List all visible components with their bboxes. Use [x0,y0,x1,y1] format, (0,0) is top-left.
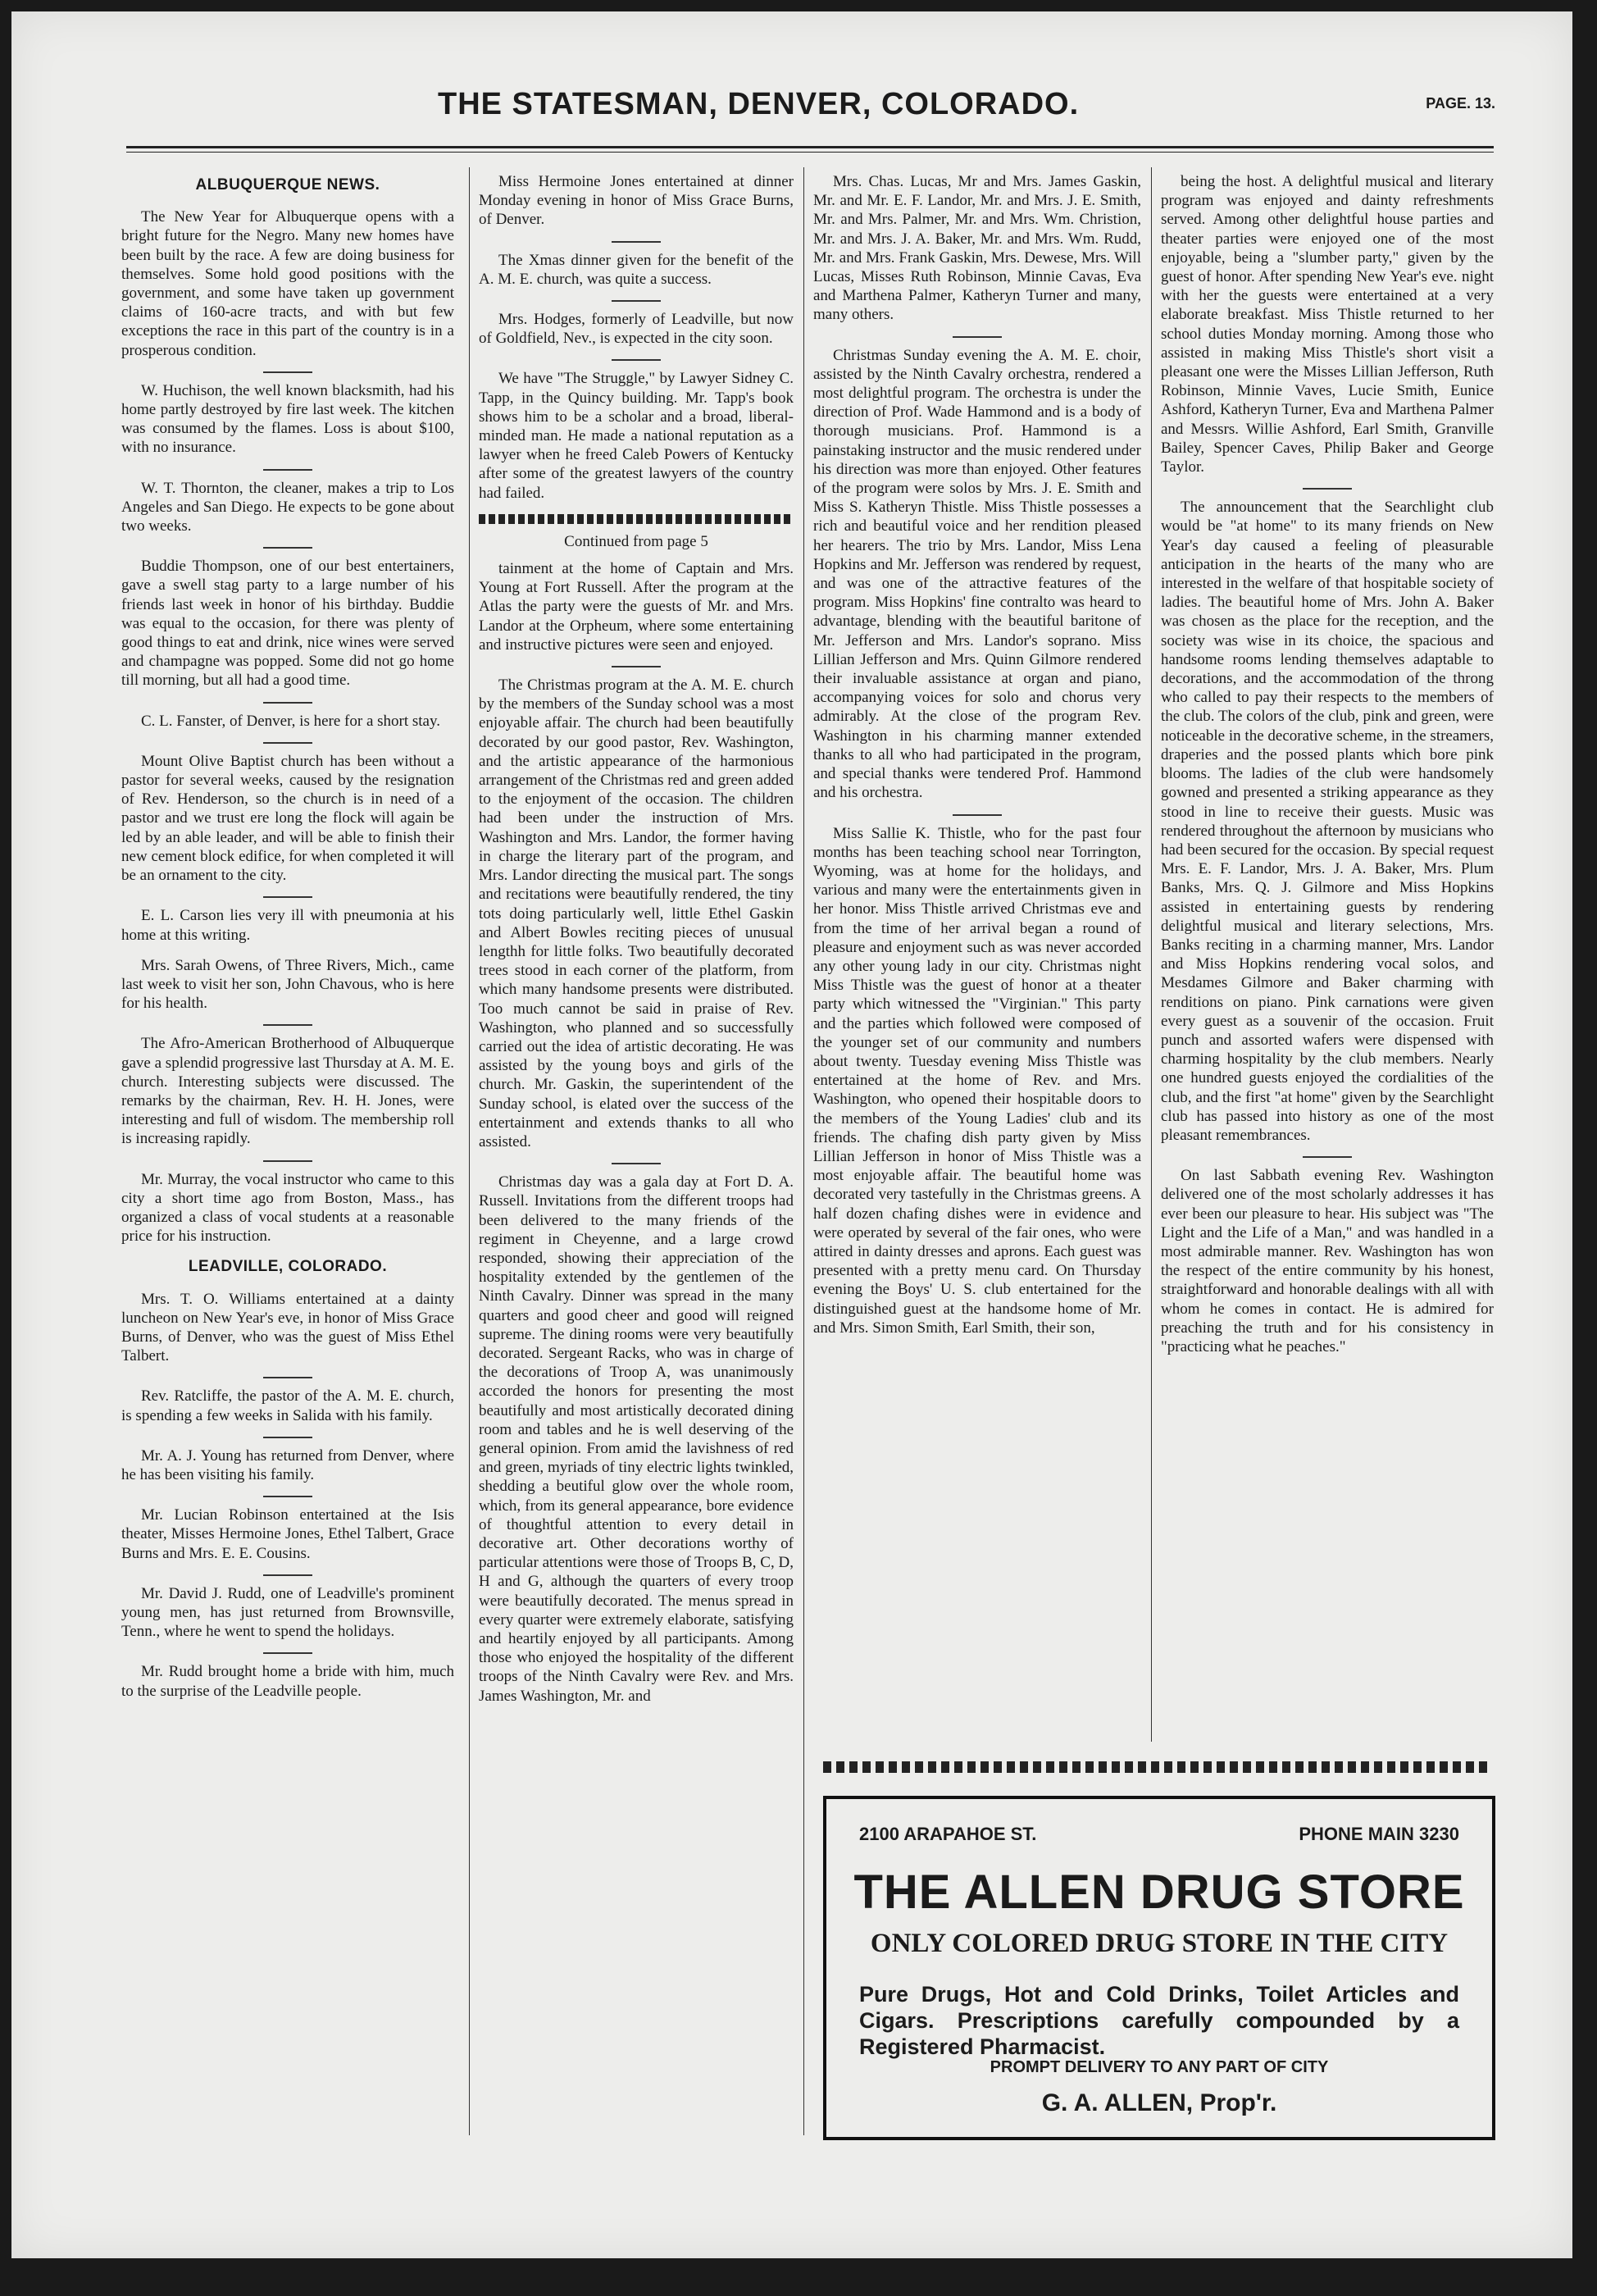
ad-store-name: THE ALLEN DRUG STORE [853,1866,1465,1919]
separator [263,896,312,898]
separator [263,1377,312,1378]
article: The Christmas program at the A. M. E. church by the members of the Sunday school was a most enjoyable affair. The church had been beautifully decorated by our good pastor, Rev. Washington, and the artistic appearance of the harmonious arrangement of the Christmas red and green added to the enjoyment of the occasion. The children had been under the instruction of Mrs. Washington and Mrs. Landor, the former having in charge the literary part of the program, and Mrs. Landor directing the musical part. The songs and recitations were beautifully rendered, the tiny tots doing particularly well, little Ethel Gaskin and Albert Bowles reciting pieces of unusual lengthh for little folks. Two beautifully decorated trees stood in each corner of the platform, from which many handsome presents were distributed. Too much cannot be said in praise of Rev. Washington, who planned and so successfully carried out the idea of artistic decorating. He was assisted by the young boys and girls of the church. Mr. Gaskin, the superintendent of the Sunday school, is elated over the success of the entertainment and extends thanks to all who assisted. [479,676,794,1150]
separator [612,300,661,302]
page-number: PAGE. 13. [1426,95,1495,112]
separator [1303,488,1352,490]
separator [263,1024,312,1026]
masthead [126,82,1504,131]
separator [263,1496,312,1497]
ad-address: 2100 ARAPAHOE ST. [859,1824,1037,1844]
article: Buddie Thompson, one of our best entertainers, gave a swell stag party to a large number of his friends last week in honor of his birthday. Buddie was equal to the occasion, for there was plenty of good things to eat and drink, nice wines were served and champagne was popped. Some did not go home till morning, but all had a good time. [121,558,454,690]
column-divider [1151,167,1152,1742]
article: E. L. Carson lies very ill with pneumonia at his home at this writing. [121,907,454,944]
separator [263,371,312,373]
newspaper-page [11,11,1572,2258]
ad-delivery: PROMPT DELIVERY TO ANY PART OF CITY [990,2058,1329,2076]
separator [1303,1156,1352,1158]
article: Mr. David J. Rudd, one of Leadville's prominent young men, has just returned from Brownsville, Tenn., where he went to spend the holidays. [121,1584,454,1641]
article: Mr. A. J. Young has returned from Denver, where he has been visiting his family. [121,1446,454,1483]
article: On last Sabbath evening Rev. Washington delivered one of the most scholarly addresses it has ever been our pleasure to hear. His subject was "The Light and the Life of a Man," and was handled in a most admirable manner. Rev. Washington has won the respect of the entire community by his honest, straightforward and honorable dealings with all with whom he comes in contact. He is admired for preaching the truth and for his consistency in "practicing what he peaches." [1161,1167,1494,1355]
column-2 [479,172,794,1717]
article: Christmas Sunday evening the A. M. E. choir, assisted by the Ninth Cavalry orchestra, rendered a most delightful program. The orchestra is under the direction of Prof. Wade Hammond and is a body of thorough musicians. Prof. Hammond is a painstaking instructor and the music rendered under his direction was more than enjoyed. Other features of the program were solos by Mrs. J. E. Smith and Miss S. Katheryn Thistle. Miss Thistle possesses a rich and beautiful voice and her rendition pleased her hearers. The trio by Mrs. Landor, Miss Lena Hopkins and Mr. Jefferson was rendered by request, and was one of the attractive features of the program. Miss Hopkins' fine contralto was heard to advantage, blending with the beautiful baritone of Mr. Jefferson and Mrs. Landor's soprano. Miss Lillian Jefferson and Mrs. Quinn Gilmore rendered their invaluable assistance at organ and piano, accompanying voices for solo and chorus very admirably. At the close of the program Rev. Washington in his charming manner extended thanks to all who had participated in the program, and special thanks were tendered Prof. Hammond and his orchestra. [813,346,1141,802]
separator [953,336,1002,338]
column-1 [121,172,454,1712]
masthead-rule-thin [126,152,1494,153]
separator [263,469,312,471]
column-3 [813,172,1141,1349]
column-4 [1161,172,1494,1368]
article: Mrs. T. O. Williams entertained at a dainty luncheon on New Year's eve, in honor of Miss Grace Burns, of Denver, who was the guest of Miss Ethel Talbert. [121,1290,454,1365]
ad-tagline: ONLY COLORED DRUG STORE IN THE CITY [870,1929,1449,1958]
article: Mrs. Hodges, formerly of Leadville, but now of Goldfield, Nev., is expected in the city soon. [479,311,794,348]
article: Mr. Lucian Robinson entertained at the Isis theater, Misses Hermoine Jones, Ethel Talbert, Grace Burns and Mrs. E. E. Cousins. [121,1506,454,1562]
separator [612,666,661,667]
separator [263,1437,312,1438]
separator [612,359,661,361]
article: Mr. Murray, the vocal instructor who came to this city a short time ago from Boston, Mass., has organized a class of vocal students at a reasonable price for his instruction. [121,1170,454,1246]
article: The announcement that the Searchlight club would be "at home" to its many friends on New Year's day caused a feeling of pleasurable anticipation in the hearts of the many who are interested in the welfare of that hospitable society of ladies. The beautiful home of Mrs. John A. Baker was chosen as the place for the reception, and the society was wise in its choice, the spacious and handsome rooms lending themselves adaptable to decorations, and the accommodation of the throng who called to pay their respects to the members of the club. The colors of the club, pink and green, were noticeable in the decorative scheme, in the streamers, draperies and the possed plants which bore pink blooms. The ladies of the club were handsomely gowned and presented a striking appearance as they stood in line to receive their guests. Music was rendered throughout the afternoon by musicians who had been secured for the occasion. By special request Mrs. E. F. Landor, Mrs. J. A. Baker, Mrs. Plum Banks, Mrs. Q. J. Gilmore and Miss Hopkins assisted in entertaining guests by rendering delightful musical and literary selections, Mrs. Banks reciting in a charming manner, Mrs. Landor and Miss Hopkins rendering vocal solos, and Mesdames Gilmore and Baker charming with renditions on piano. Pink carnations were given every guest as a souvenir of the occasion. Fruit punch and assorted wafers were dispensed with charming hospitality by the club members. Nearly one hundred guests enjoyed the cordialities of the club, and the first "at home" given by the Searchlight club has passed into history as one of the most pleasant remembrances. [1161,499,1494,1144]
article: The Afro-American Brotherhood of Albuquerque gave a splendid progressive last Thursday at A. M. E. church. Interesting subjects were discussed. The remarks by the chairman, Rev. H. H. Jones, were interesting and full of wisdom. The membership roll is increasing rapidly. [121,1035,454,1148]
article: tainment at the home of Captain and Mrs. Young at Fort Russell. After the program at the Atlas the party were the guests of Mr. and Mrs. Landor at the Orpheum, where some entertaining and instructive pictures were seen and enjoyed. [479,560,794,654]
column-divider [803,167,804,2135]
newspaper-title: THE STATESMAN, DENVER, COLORADO. [438,87,1080,121]
column-divider [469,167,470,2135]
separator [612,1163,661,1164]
article: W. T. Thornton, the cleaner, makes a trip to Los Angeles and San Diego. He expects to be gone about two weeks. [121,479,454,535]
ad-description: Pure Drugs, Hot and Cold Drinks, Toilet Articles and Cigars. Prescriptions carefully compounded by a Registered Pharmacist. [859,1982,1459,2059]
article: being the host. A delightful musical and literary program was enjoyed and dainty refreshments served. Among other delightful house parties and theater parties were enjoyed one of the most enjoyable, being a "slumber party," given by the guest of honor. After spending New Year's eve. night with her the guests were entertained at a very elaborate breakfast. Miss Thistle returned to her school duties Monday morning. Among those who assisted in making Miss Thistle's short visit a pleasant one were the Misses Lillian Jefferson, Ruth Robinson, Minnie Vaves, Lucie Smith, Eunice Ashford, Katheryn Turner, Eva and Marthena Palmer and Messrs. Willie Ashford, Earl Smith, Granville Bailey, Spencer Caves, Philip Baker and George Taylor. [1161,173,1494,476]
article: C. L. Fanster, of Denver, is here for a short stay. [141,712,441,730]
advertisement-allen-drug-store [823,1796,1495,2140]
article: Christmas day was a gala day at Fort D. A. Russell. Invitations from the different troops had been delivered to the many friends of the regiment in Cheyenne, and a large crowd responded, showing their appreciation of the hospitality extended by the gentlemen of the Ninth Cavalry. Dinner was spread in the many quarters and good cheer and good will reigned supreme. The dining rooms were very beautifully decorated. Sergeant Racks, who was in charge of the decorations of Troop A, was unanimously accorded the honors for presenting the most beautifully and most artistically decorated dining room and tables and he is well deserving of the general opinion. From amid the lavishness of red and green, myriads of tiny electric lights twinkled, shedding a beutiful glow over the whole room, which, from its general appearance, bore evidence of thoughtful attention to every detail in decorative art. Other decorations worthy of particular attentions were those of Troops B, C, D, H and G, although the quarters of every troop were beautifully decorated. The menus spread in every quarter were extremely elaborate, satisfying and heartily enjoyed by all participants. Among those who enjoyed the hospitality of the different troops of the Ninth Cavalry were Rev. and Mrs. James Washington, Mr. and [479,1173,794,1705]
article: The Xmas dinner given for the benefit of the A. M. E. church, was quite a success. [479,251,794,288]
separator [263,1160,312,1162]
separator [263,547,312,549]
separator [263,742,312,744]
separator [612,241,661,243]
masthead-rule [126,146,1494,148]
article: Mount Olive Baptist church has been without a pastor for several weeks, caused by the resignation of Rev. Henderson, so the church is in need of a pastor and we trust ere long the flock will again be led by an able leader, and will be able to finish their new cement block edifice, for when completed it will be an ornament to the city. [121,752,454,885]
section-heading-albuquerque: ALBUQUERQUE NEWS. [195,176,380,194]
separator [263,1652,312,1654]
separator [953,814,1002,816]
article: Mrs. Chas. Lucas, Mr and Mrs. James Gaskin, Mr. and Mr. E. F. Landor, Mr. and Mrs. J. E. Smith, Mr. and Mrs. Palmer, Mr. and Mrs. Wm. Christion, Mr. and Mrs. J. A. Baker, Mr. and Mrs. Wm. Rudd, Mr. and Mrs. Frank Gaskin, Mrs. Dewese, Mrs. Will Lucas, Misses Ruth Robinson, Minnie Cavas, Eva and Marthena Palmer, Katheryn Turner and many, many others. [813,173,1141,324]
article: W. Huchison, the well known blacksmith, had his home partly destroyed by fire last week. The kitchen was consumed by the flames. Loss is about $100, with no insurance. [121,381,454,457]
article: The New Year for Albuquerque opens with a bright future for the Negro. Many new homes have been built by the race. A few are doing business for themselves. Some hold good positions with the government, and some have taken up government claims of 160-acre tracts, and with but few exceptions the race in this part of the country is in a prosperous condition. [121,208,454,359]
decorative-border [823,1761,1487,1773]
article: Rev. Ratcliffe, the pastor of the A. M. E. church, is spending a few weeks in Salida with his family. [121,1387,454,1424]
article: Miss Hermoine Jones entertained at dinner Monday evening in honor of Miss Grace Burns, of Denver. [479,173,794,229]
separator [263,1574,312,1576]
ad-proprietor: G. A. ALLEN, Prop'r. [1041,2089,1277,2116]
article: Miss Sallie K. Thistle, who for the past four months has been teaching school near Torrington, Wyoming, was at home for the holidays, and various and many were the entertainments given in her honor. Miss Thistle arrived Christmas eve and from the time of her arrival began a round of pleasure and enjoyment such as was never accorded any other young lady in our city. Christmas night Miss Thistle was the guest of honor at a theater party which witnessed the "Virginian." This party and the parties which followed were composed of the younger set of our community and numbers about twenty. Tuesday evening Miss Thistle was entertained at the home of Rev. and Mrs. Washington, who opened their hospitable doors to the members of the Young Ladies' club and its friends. The chafing dish party given by Miss Lillian Jefferson in honor of Miss Thistle was a most enjoyable affair. The beautiful home was decorated very tastefully in the Christmas greens. A half dozen chafing dishes were in evidence and were operated by several of the fair ones, who were attired in dainty dresses and aprons. Each guest was presented with a pretty menu card. On Thursday evening the Boys' U. S. club entertained for the distinguished guest at the handsome home of Mr. and Mrs. Simon Smith, Earl Smith, their son, [813,824,1141,1337]
continued-note: Continued from page 5 [564,532,708,550]
section-heading-leadville: LEADVILLE, COLORADO. [188,1258,388,1276]
ad-phone: PHONE MAIN 3230 [1299,1824,1459,1844]
decorative-rule [479,514,794,524]
article: We have "The Struggle," by Lawyer Sidney C. Tapp, in the Quincy building. Mr. Tapp's book shows him to be a scholar and a broad, liberal-minded man. He made a national reputation as a lawyer when he freed Caleb Powers of Kentucky after some of the greatest lawyers of the country had failed. [479,370,794,502]
article: Mr. Rudd brought home a bride with him, much to the surprise of the Leadville people. [121,1663,454,1700]
article: Mrs. Sarah Owens, of Three Rivers, Mich., came last week to visit her son, John Chavous, who is here for his health. [121,956,454,1013]
separator [263,702,312,704]
